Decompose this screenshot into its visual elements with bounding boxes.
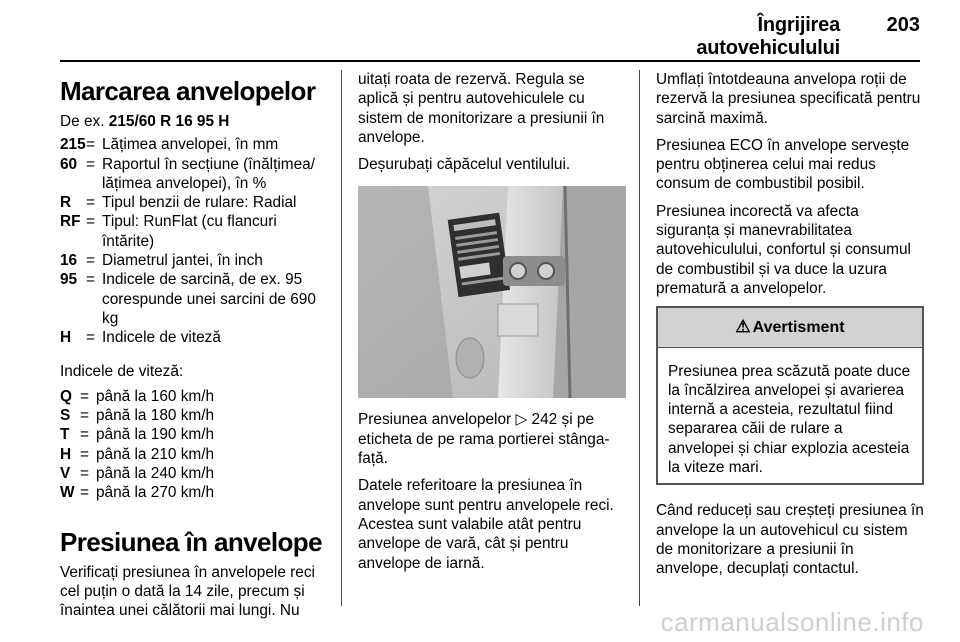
code-description: Indicele de viteză (102, 329, 221, 347)
column-divider-2 (639, 70, 640, 606)
example-code: 215/60 R 16 95 H (108, 113, 230, 130)
page-number: 203 (886, 14, 920, 36)
warning-text: Presiunea prea scăzută poate duce la încălzirea anvelopei și avarierea internă a acesteia, rezultatul fiind separarea căii de rulare a anvelopei și chiar explozia acesteia la viteze mari. (668, 362, 911, 477)
warning-title: Avertisment (752, 319, 845, 337)
speed-value: până la 180 km/h (96, 407, 215, 425)
code-key: 60 (60, 155, 78, 173)
speed-code-row (60, 387, 326, 406)
code-separator: = (86, 271, 95, 289)
speed-value: până la 190 km/h (96, 426, 215, 444)
code-description: Tipul benzii de rulare: Radial (102, 194, 297, 212)
tyre-code-row (60, 251, 326, 270)
code-key: R (60, 194, 72, 212)
code-separator: = (86, 194, 95, 212)
speed-value: până la 160 km/h (96, 387, 215, 405)
code-key: 95 (60, 271, 78, 289)
speed-value: până la 240 km/h (96, 465, 215, 483)
speed-separator: = (80, 426, 89, 444)
watermark: carmanualsonline.info (660, 607, 924, 637)
code-key: 215 (60, 136, 86, 154)
header-divider (60, 60, 920, 62)
door-frame-tyre-label-photo (358, 186, 626, 398)
tyre-code-row (60, 193, 326, 212)
paragraph: Presiunea incorectă va afecta siguranța și manevrabilitatea autovehiculului, confortul și consumul de combustibil și va duce la uzura prematură a anvelopelor. (656, 202, 911, 297)
section-heading-tyre-pressure: Presiunea în anvelope (60, 526, 322, 557)
code-description: Lățimea anvelopei, în mm (102, 136, 279, 154)
tyre-code-row (60, 328, 326, 347)
paragraph: Deșurubați căpăcelul ventilului. (358, 156, 571, 174)
speed-code-row (60, 425, 326, 444)
code-description: Raportul în secțiune (înălțimea/ lățimea anvelopei), în % (102, 155, 316, 192)
tyre-code-list (60, 135, 326, 347)
paragraph: Umflați întotdeauna anvelopa roții de rezervă la presiunea specificată pentru sarcină maximă. (656, 71, 921, 127)
speed-index-intro: Indicele de viteză: (60, 362, 184, 380)
speed-separator: = (80, 387, 89, 405)
paragraph: Datele referitoare la presiunea în anvelope sunt pentru anvelopele reci. Acestea sunt valabile atât pentru anvelope de vară, cât și pentru anvelope de iarnă. (358, 477, 614, 572)
code-separator: = (86, 136, 95, 154)
code-description: Indicele de sarcină, de ex. 95 corespunde unei sarcini de 690 kg (102, 271, 316, 327)
code-separator: = (86, 252, 95, 270)
column-1 (60, 70, 326, 629)
speed-value: până la 210 km/h (96, 445, 215, 463)
warning-triangle-icon: ⚠ (735, 317, 751, 337)
paragraph-tyre-pressure-reference (358, 410, 626, 468)
tyre-code-row (60, 155, 326, 194)
paragraph: Verificați presiunea în anvelopele reci cel puțin o dată la 14 zile, precum și înaintea unei călătorii mai lungi. Nu (60, 563, 315, 620)
code-separator: = (86, 329, 95, 347)
text-fragment: Presiunea anvelopelor (358, 411, 516, 429)
paragraph: uitați roata de rezervă. Regula se aplică și pentru autovehiculele cu sistem de monitorizare a presiunii în anvelope. (358, 71, 605, 146)
page-reference-arrow-icon: ▷ (515, 411, 528, 429)
code-key: 16 (60, 252, 78, 270)
speed-code-row (60, 406, 326, 425)
warning-box (656, 306, 924, 485)
paragraph: Când reduceți sau creșteți presiunea în anvelope la un autovehicul cu sistem de monitorizare a presiunii în anvelope, decuplați contactul. (656, 502, 924, 578)
code-description: Tipul: RunFlat (cu flancuri întărite) (102, 213, 277, 250)
paragraph: Presiunea ECO în anvelope servește pentru obținerea celui mai redus consum de combustibil posibil. (656, 136, 910, 193)
speed-key: W (60, 484, 75, 502)
code-key: RF (60, 213, 81, 231)
speed-code-row (60, 445, 326, 464)
speed-separator: = (80, 407, 89, 425)
column-3 (656, 70, 924, 587)
speed-separator: = (80, 484, 89, 502)
speed-code-list (60, 387, 326, 503)
speed-separator: = (80, 445, 89, 463)
code-key: H (60, 329, 72, 347)
running-header-title: Îngrijirea autovehiculului (696, 14, 840, 59)
text-fragment: 242 și pe eticheta de pe rama portierei stânga-față. (358, 411, 610, 468)
section-heading-tyre-marking: Marcarea anvelopelor (60, 76, 316, 106)
speed-separator: = (80, 465, 89, 483)
tyre-code-row (60, 135, 326, 154)
speed-key: T (60, 426, 70, 444)
column-2 (358, 70, 626, 581)
tyre-code-row (60, 212, 326, 251)
example-line (60, 112, 326, 131)
column-divider-1 (341, 70, 342, 606)
door-frame-illustration (358, 186, 626, 398)
tyre-code-row (60, 270, 326, 328)
speed-code-row (60, 483, 326, 502)
speed-code-row (60, 464, 326, 483)
warning-header (658, 308, 922, 347)
code-separator: = (86, 155, 95, 173)
example-prefix: De ex. (60, 113, 109, 130)
speed-key: Q (60, 387, 72, 405)
speed-key: H (60, 445, 72, 463)
speed-value: până la 270 km/h (96, 484, 215, 502)
code-separator: = (86, 213, 95, 231)
code-description: Diametrul jantei, în inch (102, 252, 263, 270)
speed-key: S (60, 407, 71, 425)
speed-key: V (60, 465, 71, 483)
